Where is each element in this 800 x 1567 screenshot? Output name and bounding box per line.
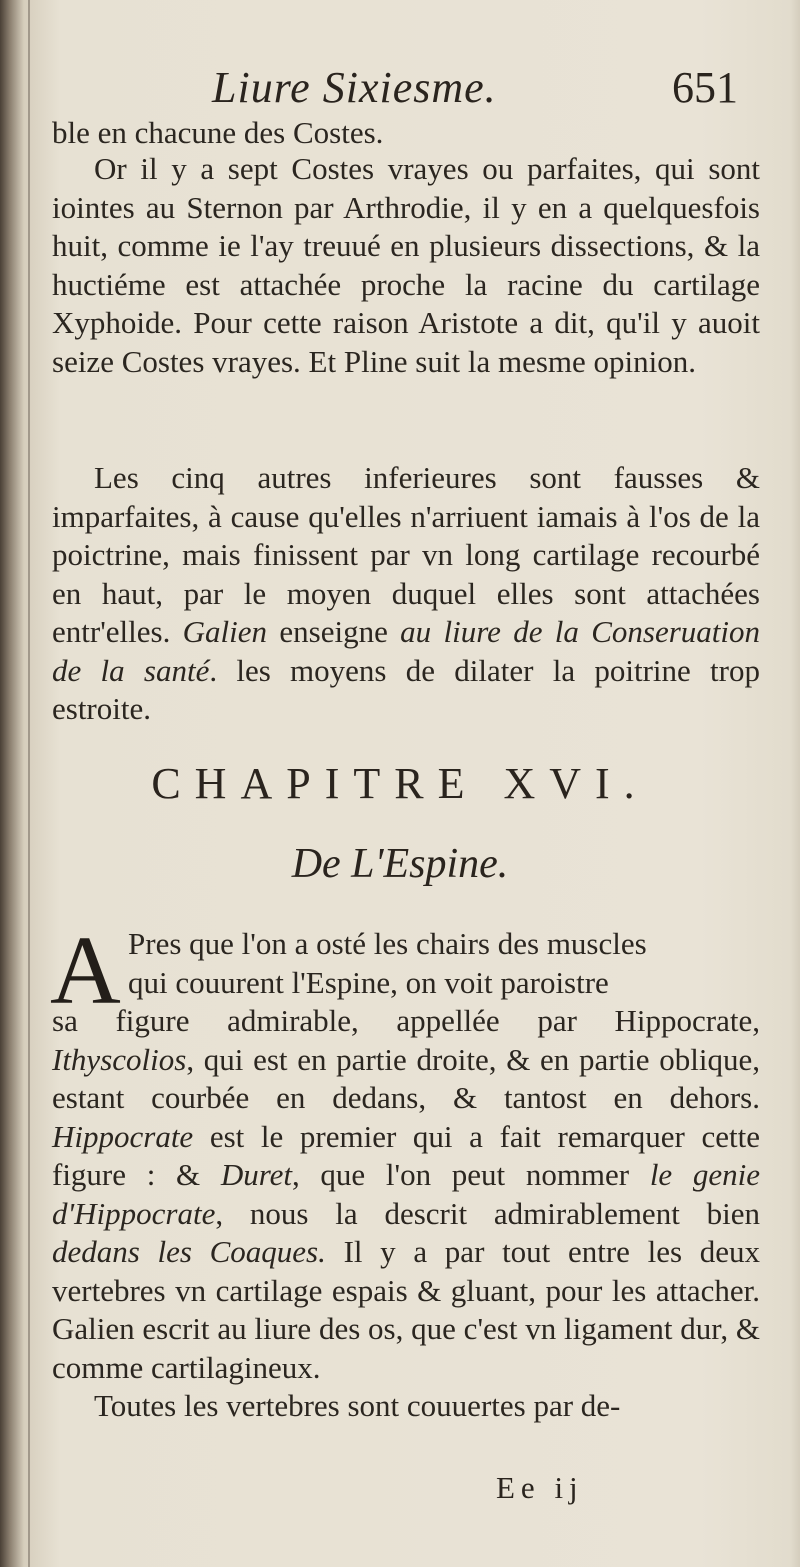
book-title: au liure de la Conseruation de la santé <box>52 614 761 688</box>
phrase-coaques: dedans les Coaques. <box>52 1234 326 1269</box>
signature-mark: Ee ij <box>496 1470 584 1505</box>
paragraph-vraies-costes <box>52 150 760 381</box>
text-run: sa figure admirable, appellée par Hippocrate, <box>52 1003 760 1038</box>
chapter-heading: CHAPITRE XVI. <box>151 759 649 808</box>
author-name-hippocrate: Hippocrate <box>52 1118 194 1154</box>
paragraph-text: Les cinq autres inferieures sont fausses & imparfaites, à cause qu'elles n'arriuent iamais à l'os de la poictrine, mais finissent par vn long cartilage recourbé en haut, par le moyen duquel elles sont attachées entr'elles. Galien enseigne au liure de la Conseruation de la santé. les moyens de dilater la poitrine trop estroite. <box>52 460 761 726</box>
phrase-genie: le genie d'Hippocrate <box>52 1157 760 1231</box>
text-run: , que l'on peut nommer <box>292 1157 630 1192</box>
text-run: les moyens de dilater la poitrine trop estroite. <box>52 652 760 726</box>
text-run: est le premier qui a fait remarquer cette figure : & <box>52 1118 761 1192</box>
page-number: 651 <box>672 63 738 112</box>
line-1: Pres que l'on a osté les chairs des muscles <box>128 926 647 961</box>
carryover-text: ble en chacune des Costes. <box>52 115 384 150</box>
paragraph-vertebres: Toutes les vertebres sont couuertes par de- <box>94 1388 621 1423</box>
running-title: Liure Sixiesme. <box>212 63 497 112</box>
chapter-subtitle: De L'Espine. <box>291 841 509 887</box>
text-run: Il y a par tout entre les deux vertebres vn cartilage espais & gluant, pour les attacher. Galien escrit au liure des os, que c'est vn ligament dur, & comme cartilagineux. <box>52 1234 760 1385</box>
paragraph-text: Or il y a sept Costes vrayes ou parfaites, qui sont iointes au Sternon par Arthrodie, il y en a quelquesfois huit, comme ie l'ay treuué en plusieurs dissections, & la huctiéme est attachée proche la racine du cartilage Xyphoide. Pour cette raison Aristote a dit, qu'il y auoit seize Costes vrayes. Et Pline suit la mesme opinion. <box>52 151 760 379</box>
author-name-galien: Galien <box>182 614 268 649</box>
text-run: Les cinq autres inferieures sont fausses & imparfaites, à cause qu'elles n'arriuent iamais à l'os de la poictrine, mais finissent par vn long cartilage recourbé en haut, par le moyen duquel elles sont attachées entr'elles. <box>52 460 760 649</box>
drop-cap: A <box>50 917 121 1025</box>
paragraph-espine <box>52 925 760 1426</box>
text-run: , qui est en partie droite, & en partie oblique, estant courbée en dedans, & tantost en dehors. <box>52 1041 760 1115</box>
term-ithyscolios: Ithyscolios <box>52 1041 187 1077</box>
text-run: enseigne <box>279 614 388 649</box>
page-header <box>0 62 800 114</box>
paragraph-fausses-costes <box>52 459 760 729</box>
paragraph-body <box>52 1002 760 1387</box>
line-2: qui couurent l'Espine, on voit paroistre <box>128 964 609 1000</box>
author-name-duret: Duret <box>220 1157 292 1192</box>
text-run: , nous la descrit admirablement bien <box>215 1195 760 1231</box>
carryover-line <box>52 114 760 153</box>
